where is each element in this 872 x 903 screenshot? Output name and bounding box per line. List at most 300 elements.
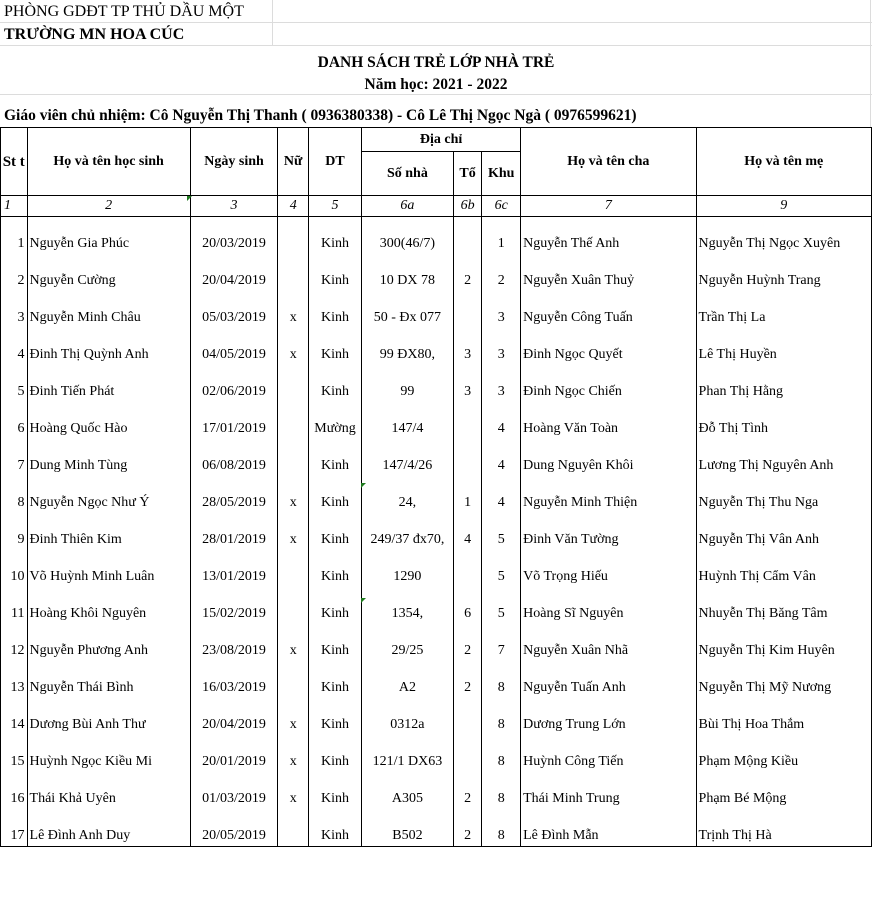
table-row: [1, 476, 872, 513]
house-number-text: 29/25: [391, 643, 424, 658]
ethnicity-text: Kinh: [321, 569, 349, 584]
date-of-birth: [190, 661, 278, 698]
student-name-text: Hoàng Khôi Nguyên: [29, 606, 147, 621]
row-stt-text: 12: [10, 643, 25, 658]
mother-name-text: Phạm Bé Mộng: [698, 791, 787, 806]
zone-number-text: 8: [497, 717, 505, 732]
father-name-text: Lê Đình Mẫn: [523, 828, 599, 843]
zone-number: [482, 328, 521, 365]
female-mark-text: x: [289, 532, 297, 547]
female-mark: [278, 513, 309, 550]
table-row: [1, 254, 872, 291]
group-number: [453, 217, 482, 255]
date-of-birth: [190, 513, 278, 550]
group-number: [453, 550, 482, 587]
row-stt: [1, 291, 28, 328]
ethnicity-text: Kinh: [321, 754, 349, 769]
student-name-text: Võ Huỳnh Minh Luân: [29, 569, 155, 584]
zone-number: [482, 809, 521, 847]
table-row: [1, 661, 872, 698]
female-mark: [278, 254, 309, 291]
house-number: [362, 254, 454, 291]
mother-name: [696, 439, 871, 476]
mother-name: [696, 735, 871, 772]
female-mark-text: x: [289, 754, 297, 769]
row-stt-text: 6: [17, 421, 25, 436]
mother-name-text: Bùi Thị Hoa Thắm: [698, 717, 805, 732]
group-number-text: 3: [464, 347, 472, 362]
zone-number: [482, 698, 521, 735]
ethnicity: [308, 698, 361, 735]
gridline: [0, 45, 872, 46]
house-number-text: 24,: [398, 495, 417, 510]
father-name-text: Nguyễn Xuân Thuỷ: [523, 273, 635, 288]
row-stt: [1, 439, 28, 476]
female-mark-text: [278, 845, 308, 846]
date-of-birth-text: 28/05/2019: [202, 495, 266, 510]
date-of-birth: [190, 809, 278, 847]
row-stt: [1, 550, 28, 587]
zone-number: [482, 439, 521, 476]
ethnicity-text: Kinh: [321, 236, 349, 251]
table-row: [1, 217, 872, 255]
table-row: [1, 550, 872, 587]
row-stt: [1, 661, 28, 698]
date-of-birth: [190, 217, 278, 255]
school-year: Năm học: 2021 - 2022: [364, 76, 508, 93]
father-name-text: Hoàng Sĩ Nguyên: [523, 606, 624, 621]
date-of-birth-text: 16/03/2019: [202, 680, 266, 695]
mother-name: [696, 661, 871, 698]
colnum: 6a: [362, 196, 454, 217]
ethnicity-text: Kinh: [321, 680, 349, 695]
table-row: [1, 698, 872, 735]
group-number: [453, 476, 482, 513]
house-number-text: 50 - Đx 077: [373, 310, 442, 325]
table-row: [1, 402, 872, 439]
colnum: 5: [308, 196, 361, 217]
table-row: [1, 624, 872, 661]
row-stt-text: 2: [17, 273, 25, 288]
row-stt-text: 3: [17, 310, 25, 325]
student-name-text: Nguyễn Ngọc Như Ý: [29, 495, 150, 510]
row-stt: [1, 809, 28, 847]
zone-number: [482, 476, 521, 513]
father-name-text: Võ Trọng Hiếu: [523, 569, 608, 584]
date-of-birth-text: 20/05/2019: [202, 828, 266, 843]
zone-number-text: 3: [497, 384, 505, 399]
ethnicity: [308, 735, 361, 772]
table-row: [1, 328, 872, 365]
table-row: [1, 735, 872, 772]
group-number: [453, 365, 482, 402]
group-number: [453, 624, 482, 661]
father-name-text: Nguyễn Tuấn Anh: [523, 680, 626, 695]
mother-name: [696, 291, 871, 328]
father-name-text: Dung Nguyên Khôi: [523, 458, 634, 473]
mother-name-text: Huỳnh Thị Cẩm Vân: [698, 569, 816, 584]
father-name: [521, 624, 696, 661]
female-mark: [278, 735, 309, 772]
student-name: [27, 624, 190, 661]
female-mark: [278, 476, 309, 513]
father-name-text: Nguyễn Minh Thiện: [523, 495, 638, 510]
student-name-text: Nguyễn Minh Châu: [29, 310, 141, 325]
mother-name-text: Nguyễn Thị Kim Huyên: [698, 643, 835, 658]
row-stt-text: 16: [10, 791, 25, 806]
date-of-birth-text: 20/04/2019: [202, 273, 266, 288]
house-number: [362, 661, 454, 698]
group-number-text: 3: [464, 384, 472, 399]
female-mark-text: x: [289, 310, 297, 325]
student-name: [27, 476, 190, 513]
student-name-text: Thái Khả Uyên: [29, 791, 116, 806]
ethnicity-text: Kinh: [321, 384, 349, 399]
group-number: [453, 661, 482, 698]
house-number-text: 147/4: [391, 421, 424, 436]
col-house: Số nhà: [362, 152, 454, 196]
row-stt: [1, 772, 28, 809]
female-mark: [278, 439, 309, 476]
colnum: 3: [190, 196, 278, 217]
colnum: 9: [696, 196, 871, 217]
father-name: [521, 365, 696, 402]
house-number: [362, 772, 454, 809]
father-name: [521, 476, 696, 513]
zone-number-text: 5: [497, 569, 505, 584]
mother-name-text: Nguyễn Thị Mỹ Nương: [698, 680, 832, 695]
col-stt: St t: [1, 128, 28, 196]
row-stt-text: 10: [10, 569, 25, 584]
ethnicity-text: Kinh: [321, 458, 349, 473]
row-stt-text: 14: [10, 717, 25, 732]
table-row: [1, 772, 872, 809]
group-number: [453, 439, 482, 476]
father-name: [521, 735, 696, 772]
house-number: [362, 476, 454, 513]
house-number-text: 1354,: [391, 606, 424, 621]
zone-number-text: 3: [497, 310, 505, 325]
row-stt-text: 9: [17, 532, 25, 547]
date-of-birth-text: 23/08/2019: [202, 643, 266, 658]
female-mark: [278, 772, 309, 809]
row-stt-text: 17: [10, 828, 25, 843]
group-number-text: 1: [464, 495, 472, 510]
female-mark-text: x: [289, 643, 297, 658]
school-name: TRƯỜNG MN HOA CÚC: [4, 26, 185, 43]
mother-name: [696, 698, 871, 735]
ethnicity: [308, 365, 361, 402]
father-name: [521, 328, 696, 365]
mother-name-text: Trịnh Thị Hà: [698, 828, 772, 843]
group-number: [453, 254, 482, 291]
group-number: [453, 772, 482, 809]
group-number: [453, 402, 482, 439]
father-name: [521, 809, 696, 847]
date-of-birth: [190, 328, 278, 365]
ethnicity-text: Kinh: [321, 532, 349, 547]
father-name-text: Nguyễn Xuân Nhã: [523, 643, 629, 658]
group-number-text: 6: [464, 606, 472, 621]
row-stt: [1, 217, 28, 255]
table-row: [1, 809, 872, 847]
house-number-text: A2: [398, 680, 416, 695]
father-name: [521, 439, 696, 476]
zone-number: [482, 587, 521, 624]
student-name: [27, 550, 190, 587]
zone-number: [482, 661, 521, 698]
colnum: 7: [521, 196, 696, 217]
date-of-birth: [190, 698, 278, 735]
ethnicity: [308, 772, 361, 809]
ethnicity: [308, 439, 361, 476]
student-name-text: Nguyễn Phương Anh: [29, 643, 148, 658]
zone-number-text: 1: [497, 236, 505, 251]
date-of-birth: [190, 772, 278, 809]
mother-name-text: Nguyễn Thị Ngọc Xuyên: [698, 236, 841, 251]
mother-name: [696, 809, 871, 847]
female-mark: [278, 661, 309, 698]
mother-name: [696, 217, 871, 255]
mother-name: [696, 587, 871, 624]
date-of-birth-text: 15/02/2019: [202, 606, 266, 621]
date-of-birth: [190, 254, 278, 291]
zone-number: [482, 513, 521, 550]
zone-number-text: 4: [497, 458, 505, 473]
house-number-text: 99: [400, 384, 415, 399]
zone-number-text: 5: [497, 606, 505, 621]
house-number: [362, 328, 454, 365]
mother-name: [696, 550, 871, 587]
ethnicity-text: Kinh: [321, 606, 349, 621]
mother-name-text: Phan Thị Hằng: [698, 384, 784, 399]
group-number: [453, 735, 482, 772]
house-number-text: A305: [391, 791, 423, 806]
date-of-birth: [190, 624, 278, 661]
date-of-birth: [190, 735, 278, 772]
father-name: [521, 402, 696, 439]
group-number-text: 2: [464, 791, 472, 806]
ethnicity-text: Kinh: [321, 495, 349, 510]
gridline: [272, 0, 273, 46]
student-name: [27, 587, 190, 624]
zone-number-text: 8: [497, 680, 505, 695]
colnum: 4: [278, 196, 309, 217]
house-number: [362, 587, 454, 624]
house-number: [362, 402, 454, 439]
table-row: [1, 587, 872, 624]
date-of-birth: [190, 476, 278, 513]
mother-name-text: Nguyễn Huỳnh Trang: [698, 273, 821, 288]
zone-number: [482, 772, 521, 809]
date-of-birth: [190, 291, 278, 328]
ethnicity: [308, 217, 361, 255]
zone-number: [482, 365, 521, 402]
ethnicity: [308, 402, 361, 439]
colnum: 6c: [482, 196, 521, 217]
student-name-text: Dương Bùi Anh Thư: [29, 717, 146, 732]
zone-number-text: 7: [497, 643, 505, 658]
row-stt: [1, 476, 28, 513]
house-number-text: 1290: [393, 569, 422, 584]
col-female: Nữ: [278, 128, 309, 196]
father-name: [521, 217, 696, 255]
group-number: [453, 587, 482, 624]
female-mark: [278, 624, 309, 661]
group-number: [453, 698, 482, 735]
date-of-birth-text: 04/05/2019: [202, 347, 266, 362]
student-name-text: Lê Đình Anh Duy: [29, 828, 131, 843]
cell-comment-marker: [187, 196, 192, 201]
student-name-text: Đinh Tiến Phát: [29, 384, 115, 399]
student-name: [27, 735, 190, 772]
ethnicity-text: Kinh: [321, 273, 349, 288]
father-name: [521, 587, 696, 624]
group-number-text: 2: [464, 680, 472, 695]
page-title: DANH SÁCH TRẺ LỚP NHÀ TRẺ: [317, 54, 555, 71]
house-number-text: 147/4/26: [382, 458, 433, 473]
date-of-birth-text: 05/03/2019: [202, 310, 266, 325]
row-stt: [1, 365, 28, 402]
row-stt: [1, 587, 28, 624]
date-of-birth: [190, 402, 278, 439]
zone-number: [482, 402, 521, 439]
mother-name: [696, 254, 871, 291]
student-table: [0, 127, 872, 847]
zone-number-text: 8: [497, 828, 505, 843]
col-ethnic: DT: [308, 128, 361, 196]
female-mark: [278, 402, 309, 439]
father-name-text: Huỳnh Công Tiến: [523, 754, 624, 769]
row-stt: [1, 402, 28, 439]
row-stt-text: 11: [11, 606, 25, 621]
house-number: [362, 439, 454, 476]
row-stt-text: 13: [10, 680, 25, 695]
student-name: [27, 661, 190, 698]
house-number-text: 249/37 đx70,: [370, 532, 445, 547]
ethnicity-text: Kinh: [321, 347, 349, 362]
father-name: [521, 550, 696, 587]
row-stt-text: 7: [17, 458, 25, 473]
gridline: [0, 22, 872, 23]
mother-name-text: Lương Thị Nguyên Anh: [698, 458, 834, 473]
student-name: [27, 365, 190, 402]
student-name: [27, 809, 190, 847]
mother-name-text: Trần Thị La: [698, 310, 766, 325]
student-name-text: Nguyễn Cường: [29, 273, 116, 288]
date-of-birth-text: 01/03/2019: [202, 791, 266, 806]
date-of-birth-text: 17/01/2019: [202, 421, 266, 436]
female-mark: [278, 328, 309, 365]
department-name: PHÒNG GDĐT TP THỦ DẦU MỘT: [4, 3, 244, 20]
female-mark: [278, 365, 309, 402]
row-stt: [1, 735, 28, 772]
father-name: [521, 772, 696, 809]
col-zone: Khu: [482, 152, 521, 196]
ethnicity: [308, 513, 361, 550]
colnum: 1: [1, 196, 28, 217]
date-of-birth: [190, 439, 278, 476]
colnum: 2: [27, 196, 190, 217]
table-row: [1, 365, 872, 402]
date-of-birth-text: 02/06/2019: [202, 384, 266, 399]
father-name: [521, 661, 696, 698]
date-of-birth-text: 28/01/2019: [202, 532, 266, 547]
mother-name-text: Lê Thị Huyền: [698, 347, 777, 362]
house-number-text: 121/1 DX63: [372, 754, 443, 769]
row-stt-text: 1: [17, 236, 25, 251]
female-mark: [278, 698, 309, 735]
student-name-text: Nguyễn Thái Bình: [29, 680, 134, 695]
mother-name: [696, 772, 871, 809]
zone-number-text: 2: [497, 273, 505, 288]
house-number: [362, 624, 454, 661]
row-stt: [1, 513, 28, 550]
student-name: [27, 291, 190, 328]
zone-number-text: 4: [497, 495, 505, 510]
house-number: [362, 809, 454, 847]
row-stt: [1, 698, 28, 735]
house-number: [362, 513, 454, 550]
column-number-row: [1, 196, 872, 217]
house-number-text: 300(46/7): [379, 236, 436, 251]
house-number: [362, 365, 454, 402]
mother-name: [696, 365, 871, 402]
date-of-birth-text: 20/03/2019: [202, 236, 266, 251]
ethnicity: [308, 587, 361, 624]
group-number-text: 2: [464, 643, 472, 658]
female-mark-text: x: [289, 347, 297, 362]
cell-comment-marker: [361, 598, 366, 603]
zone-number-text: 8: [497, 754, 505, 769]
female-mark: [278, 291, 309, 328]
zone-number: [482, 735, 521, 772]
zone-number: [482, 624, 521, 661]
student-name: [27, 772, 190, 809]
ethnicity: [308, 550, 361, 587]
mother-name: [696, 476, 871, 513]
zone-number: [482, 254, 521, 291]
group-number: [453, 513, 482, 550]
ethnicity-text: Kinh: [321, 791, 349, 806]
col-dob: Ngày sinh: [190, 128, 278, 196]
mother-name-text: Nguyễn Thị Thu Nga: [698, 495, 819, 510]
ethnicity-text: Kinh: [321, 643, 349, 658]
mother-name-text: Nguyễn Thị Vân Anh: [698, 532, 819, 547]
father-name-text: Nguyễn Công Tuấn: [523, 310, 633, 325]
house-number: [362, 698, 454, 735]
row-stt-text: 4: [17, 347, 25, 362]
student-name: [27, 328, 190, 365]
row-stt: [1, 624, 28, 661]
mother-name: [696, 624, 871, 661]
homeroom-teachers: Giáo viên chủ nhiệm: Cô Nguyễn Thị Thanh ( 0936380338) - Cô Lê Thị Ngọc Ngà ( 0976599621): [4, 107, 637, 124]
cell-comment-marker: [361, 483, 366, 488]
date-of-birth-text: 13/01/2019: [202, 569, 266, 584]
group-number: [453, 328, 482, 365]
ethnicity: [308, 661, 361, 698]
father-name-text: Nguyễn Thế Anh: [523, 236, 620, 251]
house-number-text: 0312a: [390, 717, 425, 732]
group-number: [453, 291, 482, 328]
col-name: Họ và tên học sinh: [27, 128, 190, 196]
mother-name: [696, 402, 871, 439]
student-name: [27, 217, 190, 255]
house-number: [362, 550, 454, 587]
student-name-text: Đinh Thiên Kim: [29, 532, 122, 547]
student-name: [27, 439, 190, 476]
ethnicity: [308, 328, 361, 365]
